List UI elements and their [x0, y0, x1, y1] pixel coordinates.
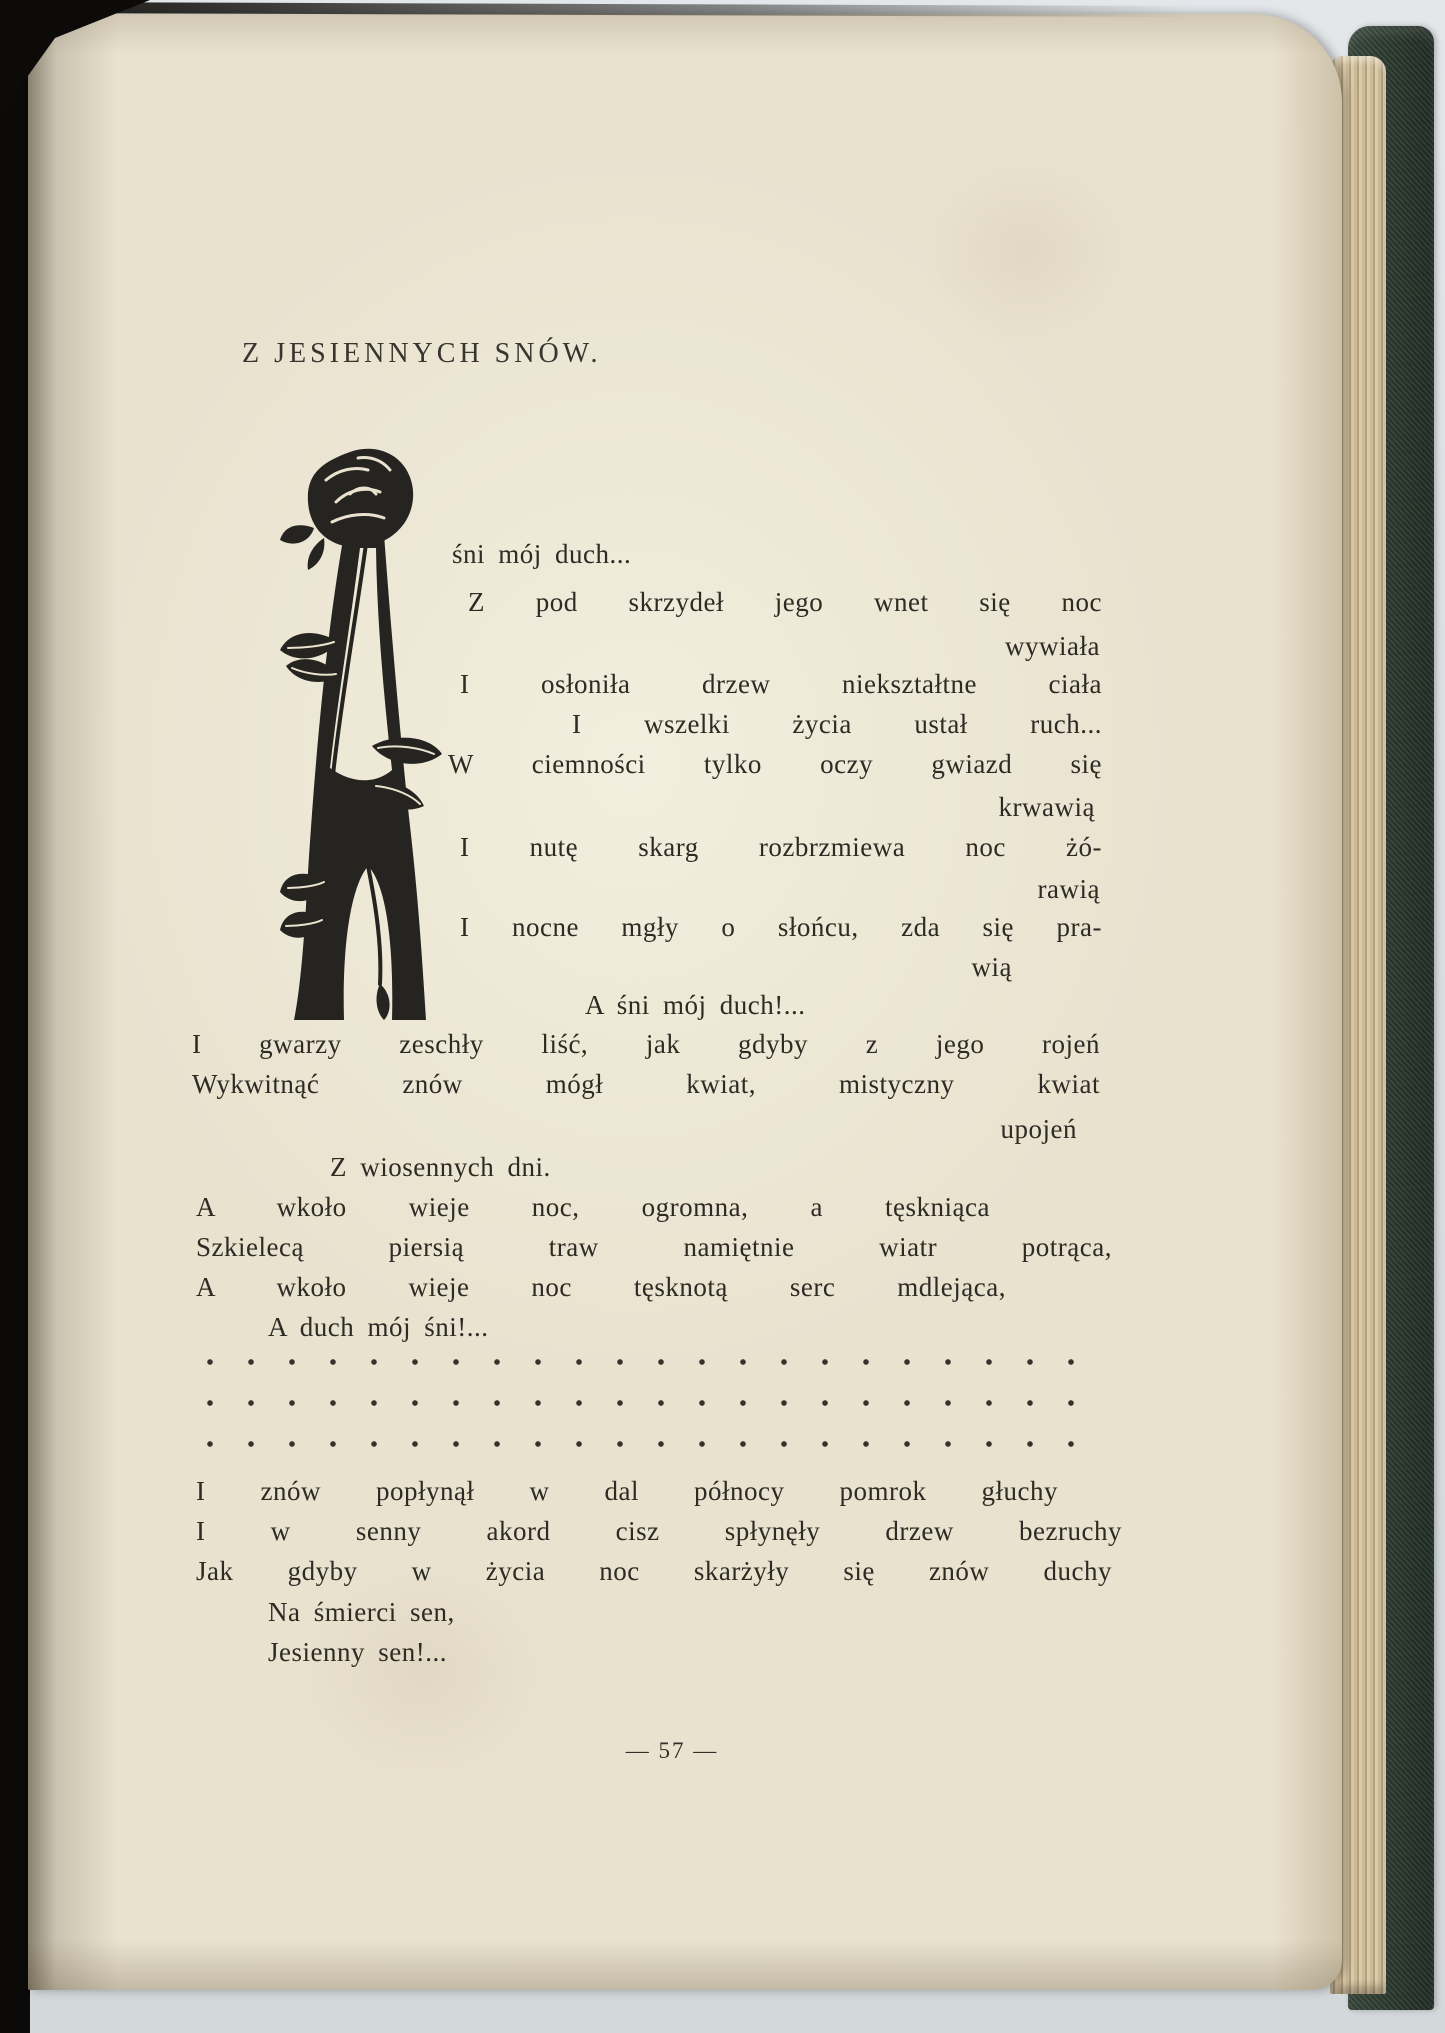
- poem-line: Jak gdyby w życia noc skarżyły się znów duchy: [196, 1556, 1112, 1586]
- ellipsis-dots-row: [205, 1437, 1087, 1450]
- poem-line: I nocne mgły o słońcu, zda się pra-: [460, 912, 1102, 942]
- poem-line: Wykwitnąć znów mógł kwiat, mistyczny kwiat: [192, 1069, 1100, 1099]
- poem-line: wią: [971, 952, 1012, 982]
- poem-line: A duch mój śni!...: [268, 1312, 489, 1342]
- poem-line: upojeń: [1000, 1114, 1077, 1144]
- poem-line: I osłoniła drzew niekształtne ciała: [460, 669, 1102, 699]
- poem-line: Szkielecą piersią traw namiętnie wiatr potrąca,: [196, 1232, 1112, 1262]
- poem-line: A wkoło wieje noc, ogromna, a tęskniąca: [196, 1192, 990, 1222]
- poem-line: A śni mój duch!...: [585, 990, 806, 1020]
- poem-line: W ciemności tylko oczy gwiazd się: [448, 749, 1102, 779]
- poem-line: I nutę skarg rozbrzmiewa noc żó-: [460, 832, 1102, 862]
- poem-line: Z pod skrzydeł jego wnet się noc: [468, 587, 1102, 617]
- poem-line: Z wiosennych dni.: [330, 1152, 551, 1182]
- poem-title: Z JESIENNYCH SNÓW.: [242, 338, 602, 369]
- poem-line: rawią: [1037, 874, 1100, 904]
- poem-line: I wszelki życia ustał ruch...: [572, 709, 1102, 739]
- poem-line: A wkoło wieje noc tęsknotą serc mdlejąca,: [196, 1272, 1006, 1302]
- poem-line: I w senny akord cisz spłynęły drzew bezruchy: [196, 1516, 1122, 1546]
- poem-line: krwawią: [998, 792, 1095, 822]
- poem-line: Na śmierci sen,: [268, 1597, 455, 1627]
- poem-line: I gwarzy zeschły liść, jak gdyby z jego rojeń: [192, 1029, 1100, 1059]
- poem-line: I znów popłynął w dal północy pomrok głuchy: [196, 1476, 1058, 1506]
- ellipsis-dots-row: [205, 1355, 1087, 1368]
- page-number: — 57 —: [625, 1738, 719, 1763]
- poem-line: wywiała: [1005, 631, 1100, 661]
- poem-line: Jesienny sen!...: [268, 1637, 447, 1667]
- ellipsis-dots-row: [205, 1396, 1087, 1409]
- poem-line: śni mój duch...: [452, 539, 632, 569]
